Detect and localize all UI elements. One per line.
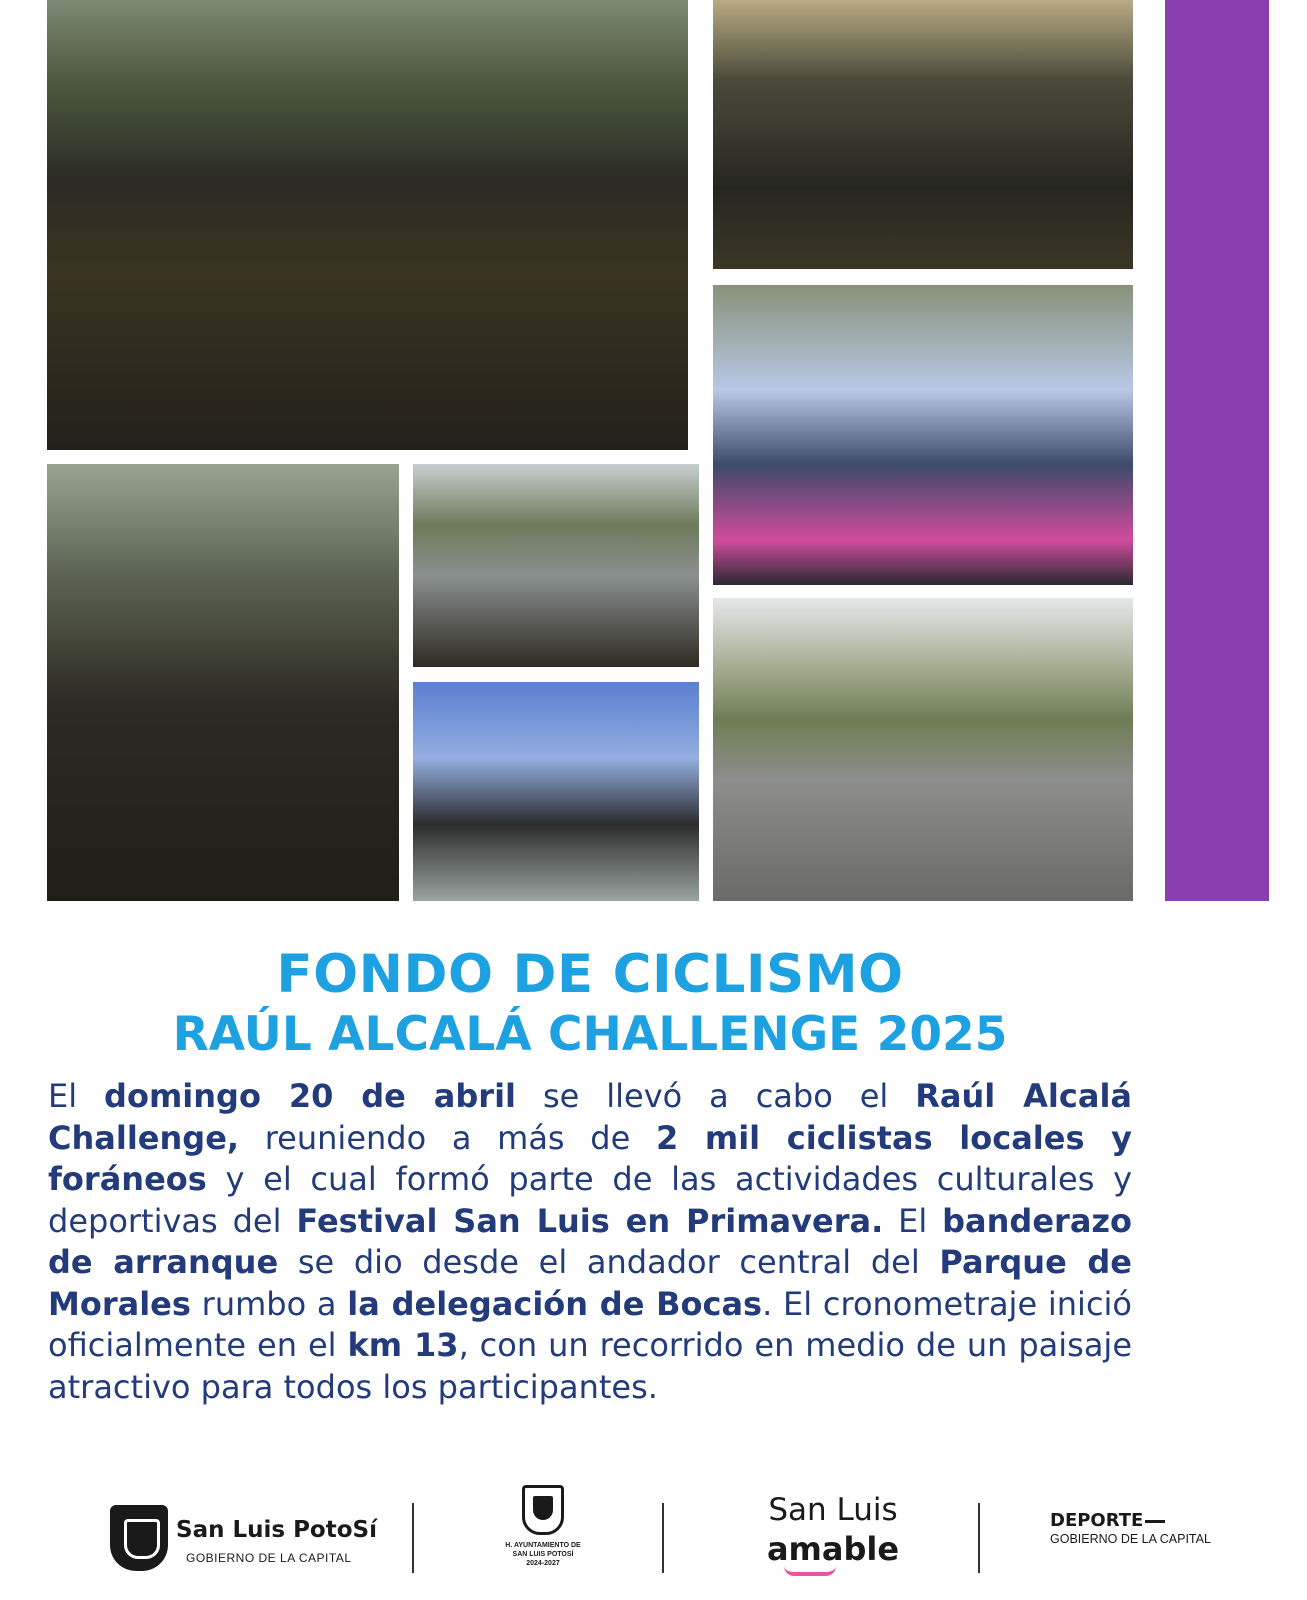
photo-cyclists-riding	[413, 464, 699, 667]
footer-divider	[662, 1503, 664, 1573]
headline-line2: RAÚL ALCALÁ CHALLENGE 2025	[172, 1007, 1008, 1062]
decorative-purple-bar	[1165, 0, 1269, 901]
article-bold-run: Festival San Luis en Primavera.	[296, 1201, 884, 1240]
article-text-run: se llevó a cabo el	[516, 1077, 916, 1115]
deporte-logo	[1050, 1510, 1250, 1570]
coat-of-arms-icon	[522, 1485, 564, 1535]
ayto-line2: SAN LUIS POTOSÍ	[512, 1551, 574, 1558]
article-text-run: se dio desde el andador central del	[278, 1243, 940, 1281]
article-bold-run: domingo 20 de abril	[104, 1077, 516, 1115]
article-bold-run: la delegación de Bocas	[347, 1284, 763, 1323]
article-bold-run: Raúl Alcalá Challenge,	[48, 1077, 1132, 1157]
deporte-logo-subtitle: GOBIERNO DE LA CAPITAL	[1050, 1532, 1211, 1546]
article-text-run: El	[48, 1077, 105, 1115]
article-text-run: rumbo a	[190, 1284, 348, 1323]
photo-start-arch	[713, 0, 1133, 269]
article-text-run: , con un recorrido en medio de un paisaje atractivo para todos los participantes.	[48, 1326, 1133, 1406]
ayuntamiento-logo	[478, 1485, 608, 1585]
deporte-logo-title: DEPORTE	[1050, 1510, 1144, 1531]
slp-logo-subtitle: GOBIERNO DE LA CAPITAL	[186, 1551, 352, 1565]
footer-logos	[0, 1480, 1307, 1590]
amable-logo-top: San Luis	[768, 1492, 898, 1528]
article-text-run: El	[883, 1201, 943, 1240]
san-luis-amable-logo	[748, 1490, 918, 1580]
slp-logo-name: San Luis PotoSí	[176, 1517, 377, 1543]
amable-logo-bottom: amable	[766, 1530, 900, 1568]
article-bold-run: banderazo de arranque	[48, 1201, 1133, 1281]
article-text-run: reuniendo a más de	[239, 1118, 656, 1157]
photo-prize-ceremony	[413, 682, 699, 901]
headline-line1: FONDO DE CICLISMO	[276, 944, 904, 1005]
article-text-run: y el cual formó parte de las actividades culturales y deportivas del	[48, 1160, 1132, 1240]
shield-icon	[110, 1505, 168, 1571]
footer-divider	[412, 1503, 414, 1573]
photo-cyclist-crowd	[47, 0, 688, 450]
ayto-line3: 2024-2027	[526, 1560, 560, 1567]
footer-divider	[978, 1503, 980, 1573]
photo-cyclists-lineup	[47, 464, 399, 901]
photo-finish-arrival	[713, 598, 1133, 901]
article-bold-run: Parque de Morales	[48, 1243, 1133, 1323]
article-body	[48, 1076, 1132, 1408]
san-luis-potosi-logo	[110, 1495, 430, 1585]
photo-podium	[713, 285, 1133, 585]
heart-icon	[784, 1566, 836, 1576]
article-bold-run: km 13	[347, 1326, 459, 1364]
article-text-run: . El cronometraje inició oficialmente en el	[48, 1284, 1133, 1364]
article-bold-run: 2 mil ciclistas locales y foráneos	[48, 1118, 1133, 1198]
ayto-line1: H. AYUNTAMIENTO DE	[505, 1542, 581, 1549]
